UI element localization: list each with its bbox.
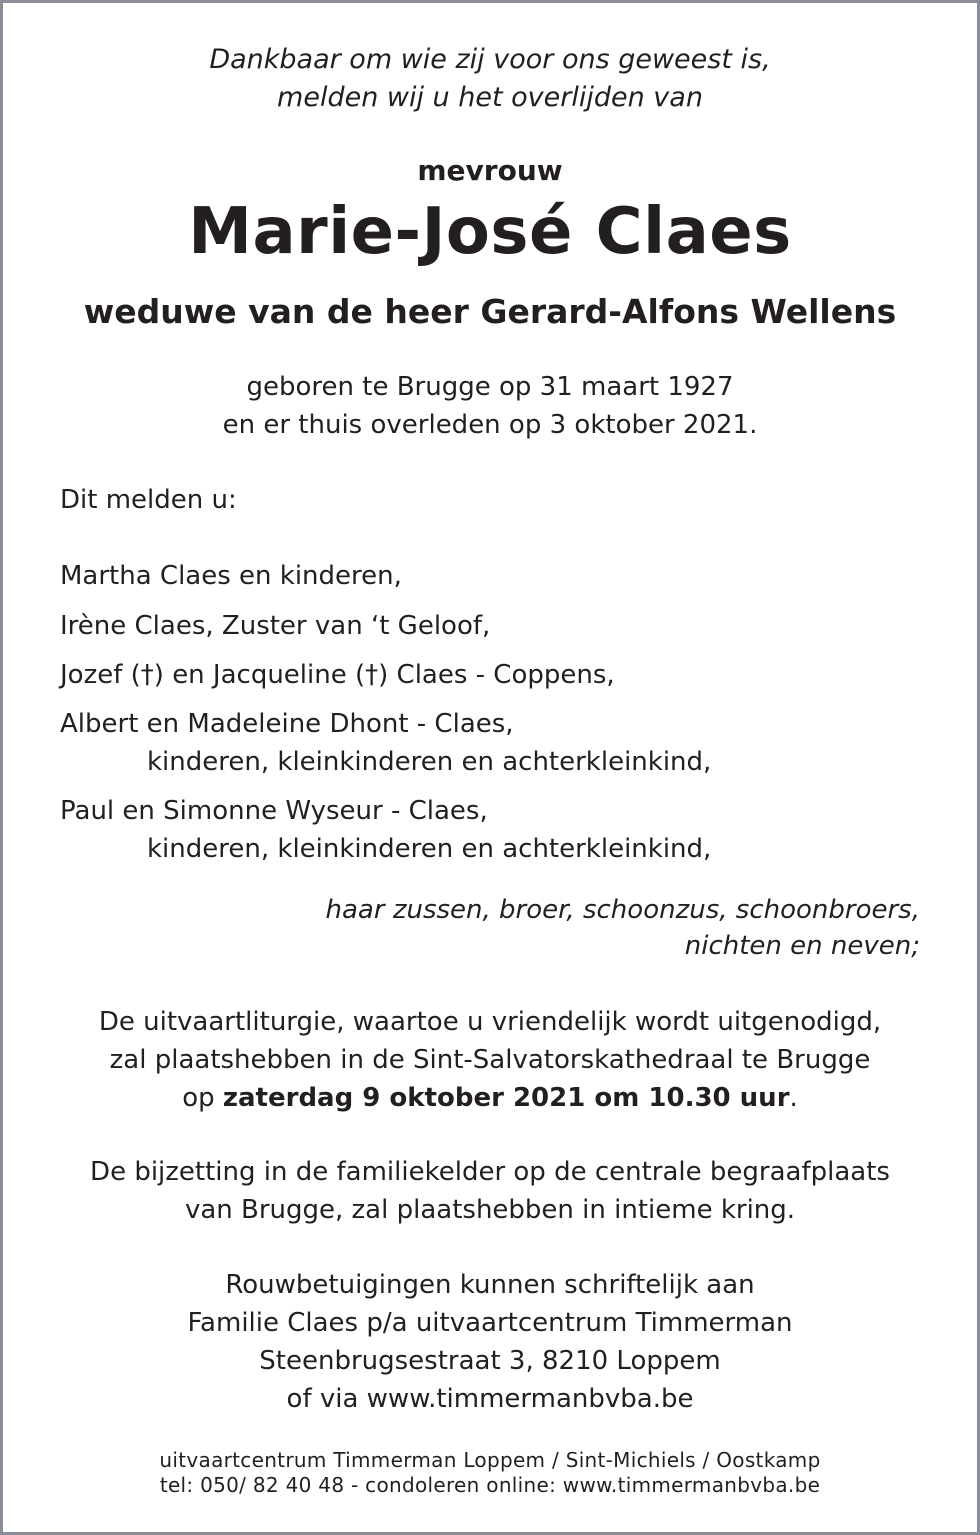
funeral-line-1: De uitvaartliturgie, waartoe u vriendelijk wordt uitgenodigd, [98, 1007, 882, 1037]
funeral-date-prefix: op [182, 1083, 223, 1113]
deceased-title: mevrouw [417, 154, 563, 187]
footer-funeral-home: uitvaartcentrum Timmerman Loppem / Sint-Michiels / Oostkamp [159, 1448, 821, 1472]
condolences-website: of via www.timmermanbvba.be [286, 1384, 694, 1414]
funeral-date-suffix: . [789, 1083, 798, 1113]
funeral-date: zaterdag 9 oktober 2021 om 10.30 uur [222, 1083, 790, 1113]
burial-line-2: van Brugge, zal plaatshebben in intieme kring. [184, 1195, 796, 1225]
widow-line: weduwe van de heer Gerard-Alfons Wellens [83, 292, 897, 331]
intro-line-1: Dankbaar om wie zij voor ons geweest is, [209, 44, 771, 75]
deceased-name: Marie-José Claes [188, 195, 792, 269]
burial-line-1: De bijzetting in de familiekelder op de centrale begraafplaats [90, 1157, 890, 1187]
footer-contact: tel: 050/ 82 40 48 - condoleren online: www.timmermanbvba.be [159, 1473, 821, 1497]
condolences-line-2: Familie Claes p/a uitvaartcentrum Timmerman [187, 1308, 793, 1338]
announcers-heading: Dit melden u: [60, 485, 237, 515]
funeral-line-2: zal plaatshebben in de Sint-Salvatorskathedraal te Brugge [109, 1045, 871, 1075]
condolences-line-1: Rouwbetuigingen kunnen schriftelijk aan [225, 1270, 755, 1300]
death-line: en er thuis overleden op 3 oktober 2021. [222, 410, 758, 440]
birth-line: geboren te Brugge op 31 maart 1927 [246, 372, 734, 402]
announcer-entry: Albert en Madeleine Dhont - Claes, [60, 709, 514, 739]
announcer-entry: Irène Claes, Zuster van ‘t Geloof, [60, 611, 491, 641]
announcer-entry: Jozef (†) en Jacqueline (†) Claes - Coppens, [60, 660, 615, 690]
relatives-line-2: nichten en neven; [684, 931, 920, 961]
intro-line-2: melden wij u het overlijden van [277, 82, 703, 113]
announcer-entry-continuation: kinderen, kleinkinderen en achterkleinkind, [147, 834, 712, 864]
announcer-entry: Paul en Simonne Wyseur - Claes, [60, 796, 488, 826]
announcer-entry: Martha Claes en kinderen, [60, 561, 402, 591]
funeral-line-3 [0, 1083, 980, 1113]
relatives-line-1: haar zussen, broer, schoonzus, schoonbroers, [325, 895, 920, 925]
condolences-address: Steenbrugsestraat 3, 8210 Loppem [259, 1346, 721, 1376]
announcer-entry-continuation: kinderen, kleinkinderen en achterkleinkind, [147, 747, 712, 777]
